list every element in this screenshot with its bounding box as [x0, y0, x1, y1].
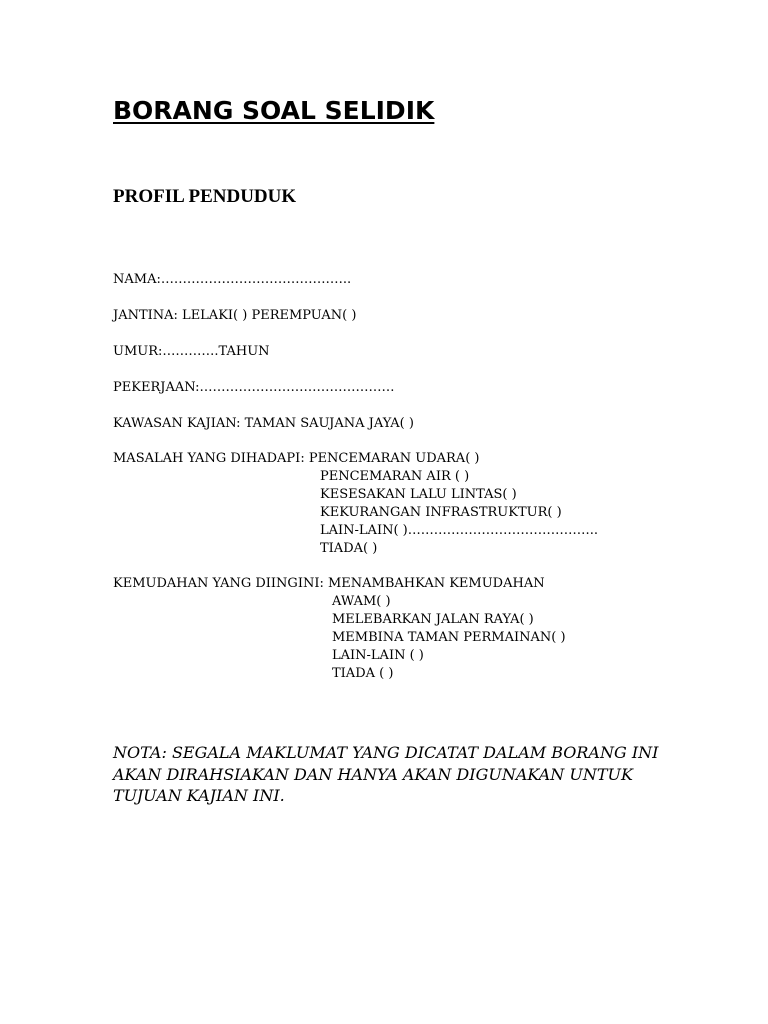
form-title: BORANG SOAL SELIDIK [113, 96, 435, 125]
kemudahan-option: MEMBINA TAMAN PERMAINAN( ) [332, 630, 566, 645]
kemudahan-option: LAIN-LAIN ( ) [332, 648, 424, 663]
masalah-option: PENCEMARAN AIR ( ) [320, 469, 470, 484]
masalah-option: KESESAKAN LALU LINTAS( ) [320, 487, 517, 502]
note-line: TUJUAN KAJIAN INI. [113, 786, 285, 805]
field-jantina: JANTINA: LELAKI( ) PEREMPUAN( ) [113, 308, 357, 323]
field-kemudahan: KEMUDAHAN YANG DIINGINI: MENAMBAHKAN KEMUDAHAN [113, 576, 545, 591]
kemudahan-option: AWAM( ) [332, 594, 391, 609]
field-pekerjaan: PEKERJAAN:……………………………………… [113, 380, 395, 395]
note-line: AKAN DIRAHSIAKAN DAN HANYA AKAN DIGUNAKAN UNTUK [113, 764, 633, 784]
masalah-option: KEKURANGAN INFRASTRUKTUR( ) [320, 505, 562, 520]
section-title: PROFIL PENDUDUK [113, 186, 297, 207]
note-line: NOTA: SEGALA MAKLUMAT YANG DICATAT DALAM BORANG INI [113, 743, 659, 762]
field-umur: UMUR:………….TAHUN [113, 344, 270, 359]
kemudahan-option: MELEBARKAN JALAN RAYA( ) [332, 612, 534, 627]
confidentiality-note [113, 742, 673, 807]
masalah-option: TIADA( ) [320, 541, 378, 556]
field-kawasan: KAWASAN KAJIAN: TAMAN SAUJANA JAYA( ) [113, 416, 414, 431]
field-nama: NAMA:…………………………………….. [113, 272, 352, 287]
kemudahan-option: TIADA ( ) [332, 666, 394, 681]
field-masalah: MASALAH YANG DIHADAPI: PENCEMARAN UDARA( ) [113, 451, 480, 466]
masalah-option: LAIN-LAIN( )…………………………………….. [320, 523, 598, 538]
